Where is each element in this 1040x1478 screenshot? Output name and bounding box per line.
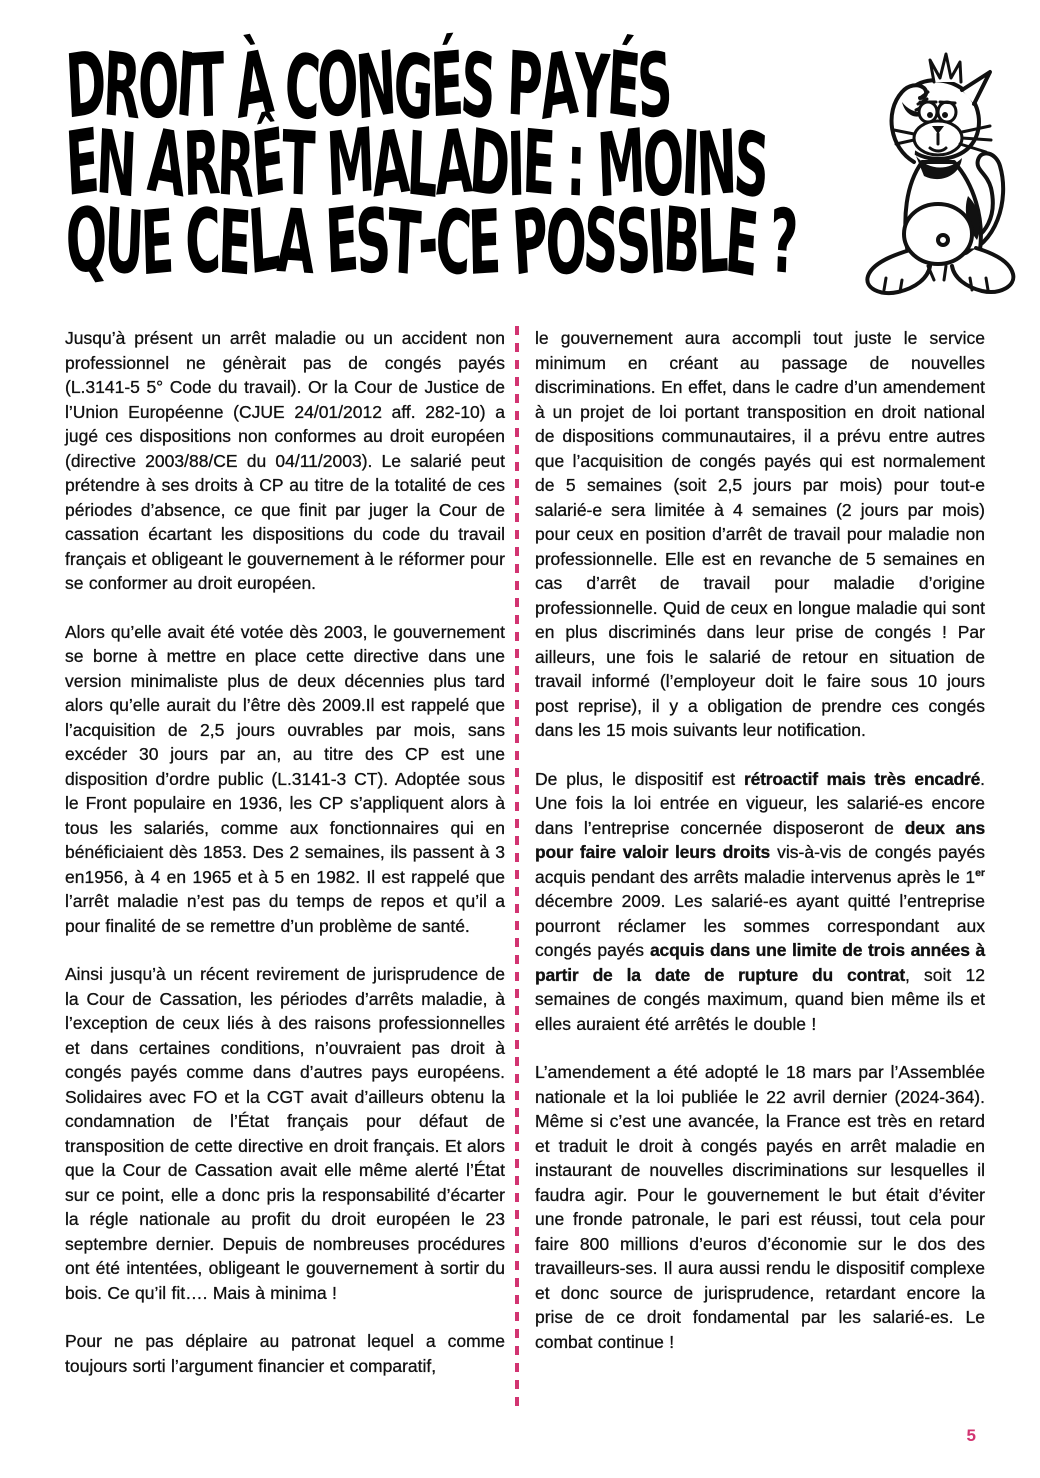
article-body xyxy=(65,326,985,1414)
title-line-3: QUE CELA EST-CE POSSIBLE ? xyxy=(63,186,797,297)
article-header xyxy=(63,29,906,297)
paragraph: Ainsi jusqu’à un récent revirement de jurisprudence de la Cour de Cassation, les périodes d’arrêts maladie, à l’exception de ceux liés à des raisons professionnelles et dans certaines conditions, n’ouvraient pas droit à congés payés comme dans d’autres pays européens. Solidaires avec FO et la CGT avait d’ailleurs obtenu la condamnation de l’État français pour défaut de transposition de cette directive en droit français. Et alors que la Cour de Cassation avait elle même alerté l’État sur ce point, elle a donc pris la responsabilité d’écarter la régle nationale au profit du droit européen le 23 septembre dernier. Depuis de nombreuses procédures ont été intentées, obligeant le gouvernement à sortir du bois. Ce qu’il fit…. Mais à minima ! xyxy=(65,964,505,1303)
paragraph: le gouvernement aura accompli tout juste le service minimum en créant au passage de nouvelles discriminations. En effet, dans le cadre d’un amendement à un projet de loi portant transposition en droit national de dispositions communautaires, il a prévu entre autres que l’acquisition de congés payés qui est normalement de 5 semaines (soit 2,5 jours par mois) pour tout-e salarié-e sera limitée à 4 semaines (2 jours par mois) pour ceux en position d’arrêt de travail pour maladie non professionnelle. Elle est en revanche de 5 semaines en cas d’arrêt de travail pour maladie d’origine professionnelle. Quid de ceux en longue maladie qui sont en plus discriminés dans leur prise de congés ! Par ailleurs, une fois le salarié de retour en situation de travail informé (l’employeur doit le faire sous 10 jours post reprise), il y a obligation de prendre ces congés dans les 15 mois suivants leur notification. xyxy=(535,328,985,740)
title-line-1: DROIT À CONGÉS PAYÉS xyxy=(63,29,672,141)
paragraph: De plus, le dispositif est rétroactif mais très encadré. Une fois la loi entrée en vigueur, les salarié-es encore dans l’entreprise concernée disposeront de deux ans pour faire valoir leurs droits vis-à-vis de congés payés acquis pendant des arrêts maladie intervenus après le 1er décembre 2009. Les salarié-es ayant quitté l’entreprise pourront réclamer les sommes correspondant aux congés payés acquis dans une limite de trois années à partir de la date de rupture du contrat, soit 12 semaines de congés maximum, quand bien même ils et elles auraient été arrêtés le double ! xyxy=(535,768,986,1034)
page-title xyxy=(63,29,906,297)
right-column xyxy=(535,326,985,1354)
paragraph: Jusqu’à présent un arrêt maladie ou un accident non professionnel ne génèrait pas de congés payés (L.3141-5 5° Code du travail). Or la Cour de Justice de l’Union Européenne (CJUE 24/01/2012 aff. 282-10) a jugé ces dispositions non conformes au droit européen (directive 2003/88/CE du 04/11/2003). Le salarié peut prétendre à ses droits à CP au titre de la totalité de ces périodes d’absence, ce que finit par juger la Cour de cassation écartant les dispositions du code du travail français et obligeant le gouvernement à le réformer pour se conformer au droit européen. xyxy=(65,328,505,593)
title-line-2: EN ARRÊT MALADIE : MOINS xyxy=(63,107,770,219)
paragraph: Alors qu’elle avait été votée dès 2003, le gouvernement se borne à mettre en place cette directive dans une version minimaliste plus de deux décennies plus tard alors qu’elle aurait du l’être dès 2009.Il est rappelé que l’acquisition de 2,5 jours ouvrables par mois, sans excéder 30 jours par an, au titre des CP est une disposition d’ordre public (L.3141-3 CT). Adoptée sous le Front populaire en 1936, les CP s’appliquent alors à tous les salariés, comme aux fonctionnaires qui en bénéficiaient dès 1853. Des 2 semaines, ils passent à 3 en1956, à 4 en 1965 et à 5 en 1982. Il est rappelé que l’arrêt maladie n’est pas du temps de repos et qu’il a pour finalité de se remettre d’un problème de santé. xyxy=(65,621,505,936)
paragraph: Pour ne pas déplaire au patronat lequel a comme toujours sorti l’argument financier et comparatif, xyxy=(65,1331,505,1376)
page-number: 5 xyxy=(966,1426,976,1445)
column-divider-dashed-line xyxy=(515,326,519,1414)
paragraph: L’amendement a été adopté le 18 mars par l’Assemblée nationale et la loi publiée le 22 avril dernier (2024-364). Même si c’est une avancée, la France est très en retard et traduit le droit à congés payés en arrêt maladie en instaurant de nouvelles discriminations sur lesquelles il faudra agir. Pour le gouvernement le but était d’éviter une fronde patronale, le pari est réussi, tout cela pour faire 800 millions d’euros d’économie sur le dos des travailleurs-ses. Il aura aussi rendu le dispositif complexe et donc source de jurisprudence, retardant encore la prise de ce droit fondamental par les salarié-es. Le combat continue ! xyxy=(535,1062,985,1352)
puzzled-cat-icon xyxy=(850,50,1022,300)
left-column xyxy=(65,326,505,1378)
